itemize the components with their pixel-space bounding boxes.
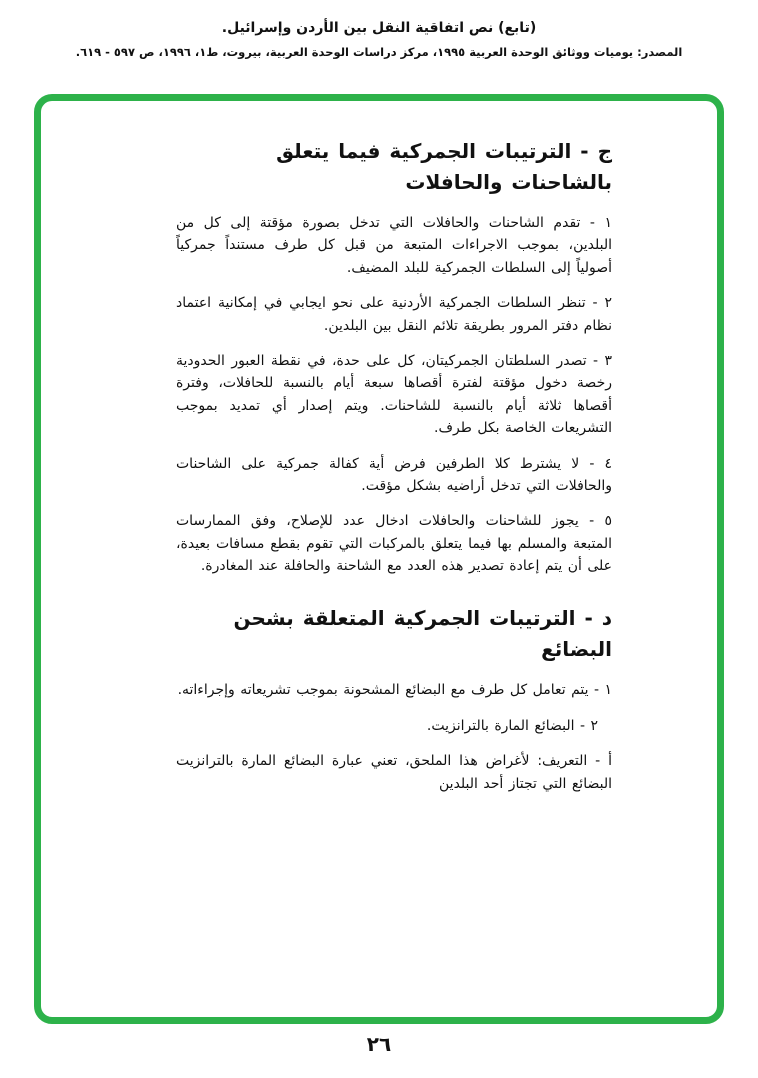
page-header: [0, 0, 758, 59]
section-c-paragraph-1: ١ - تقدم الشاحنات والحافلات التي تدخل بصورة مؤقتة إلى كل من البلدين، بموجب الاجراءات المتبعة من قبل كل طرف مستنداً جمركياً أصولياً إلى السلطات الجمركية للبلد المضيف.: [176, 215, 612, 276]
section-d-paragraph-2: ٢ - البضائع المارة بالترانزيت.: [426, 717, 598, 734]
section-d-paragraph-1: ١ - يتم تعامل كل طرف مع البضائع المشحونة بموجب تشريعاته وإجراءاته.: [177, 682, 612, 699]
document-title: (تابع) نص اتفاقية النقل بين الأردن وإسرائيل.: [221, 20, 537, 36]
section-d-heading: د - الترتيبات الجمركية المتعلقة بشحن البضائع: [233, 606, 612, 662]
section-c-paragraph-2: ٢ - تنظر السلطات الجمركية الأردنية على نحو ايجابي في إمكانية اعتماد نظام دفتر المرور بطريقة تلائم النقل بين البلدين.: [176, 295, 612, 334]
document-source-line: المصدر: يوميات ووثائق الوحدة العربية ١٩٩٥، مركز دراسات الوحدة العربية، بيروت، ط١، ١٩٩٦، ص ٥٩٧ - ٦١٩.: [75, 45, 683, 59]
section-c-heading: ج - الترتيبات الجمركية فيما يتعلق بالشاحنات والحافلات: [276, 139, 612, 194]
section-c-paragraph-5: ٥ - يجوز للشاحنات والحافلات ادخال عدد للإصلاح، وفق الممارسات المتبعة والمسلم بها فيما يتعلق بالمركبات التي تقوم بقطع مسافات بعيدة، على أن يتم إعادة تصدير هذه العدد مع الشاحنة والحافلة عند المغادرة.: [176, 513, 612, 575]
document-body: [176, 136, 612, 808]
section-d-paragraph-3: أ - التعريف: لأغراض هذا الملحق، تعني عبارة البضائع المارة بالترانزيت البضائع التي تجتاز أحد البلدين: [176, 753, 612, 792]
page-number: ٢٦: [366, 1032, 392, 1056]
section-c-paragraph-4: ٤ - لا يشترط كلا الطرفين فرض أية كفالة جمركية على الشاحنات والحافلات التي تدخل أراضيه بشكل مؤقت.: [176, 455, 612, 494]
section-c-paragraph-3: ٣ - تصدر السلطتان الجمركيتان، كل على حدة، في نقطة العبور الحدودية رخصة دخول مؤقتة لفترة أقصاها سبعة أيام بالنسبة للحافلات، وفترة أقصاها ثلاثة أيام بالنسبة للشاحنات. ويتم إصدار أي تمديد بموجب التشريعات الخاصة بكل طرف.: [176, 352, 612, 437]
